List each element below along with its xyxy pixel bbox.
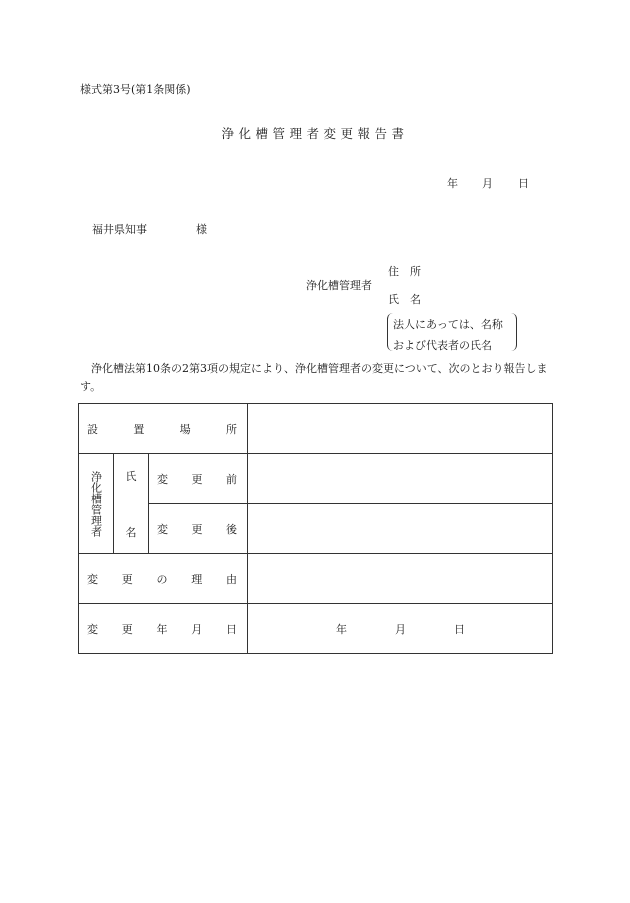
corporate-note-line1: 法人にあっては、名称 <box>393 318 503 331</box>
row-location <box>79 404 553 454</box>
addressee-honorific: 様 <box>196 223 207 236</box>
reason-char: 由 <box>226 572 237 586</box>
document-title: 浄化槽管理者変更報告書 <box>221 126 409 141</box>
before-label-cell <box>149 454 248 504</box>
reason-label-cell <box>79 554 248 604</box>
location-value-cell[interactable] <box>248 404 553 454</box>
change-date-label-cell <box>79 604 248 654</box>
after-label-cell <box>149 504 248 554</box>
change-date-char: 更 <box>121 622 133 636</box>
location-char: 置 <box>133 422 145 436</box>
change-date-year: 年 <box>336 622 347 636</box>
location-label-cell <box>79 404 248 454</box>
manager-vertical-label: 浄化槽管理者 <box>89 470 103 537</box>
reason-char: 更 <box>121 572 133 586</box>
row-manager-before <box>79 454 553 504</box>
after-char: 変 <box>157 522 168 536</box>
report-body-text: 浄化槽法第10条の2第3項の規定により、浄化槽管理者の変更について、次のとおり報告します。 <box>80 362 548 393</box>
change-date-char: 変 <box>87 622 98 636</box>
before-char: 前 <box>226 472 237 486</box>
location-char: 設 <box>87 422 98 436</box>
row-change-date <box>79 604 553 654</box>
change-date-month: 月 <box>395 622 406 636</box>
change-date-value-cell[interactable] <box>248 604 553 654</box>
after-value-cell[interactable] <box>248 504 553 554</box>
location-char: 所 <box>225 422 237 436</box>
name-label: 氏 名 <box>388 293 421 306</box>
row-reason <box>79 554 553 604</box>
change-date-char: 年 <box>156 622 168 636</box>
name-bottom-char: 名 <box>125 526 137 539</box>
manager-label-cell <box>79 454 114 554</box>
addressee-name: 福井県知事 <box>92 223 147 236</box>
row-manager-after <box>79 504 553 554</box>
date-day-label: 日 <box>518 177 529 190</box>
reason-value-cell[interactable] <box>248 554 553 604</box>
form-number: 様式第3号(第1条関係) <box>80 83 191 96</box>
date-month-label: 月 <box>482 177 493 190</box>
address-label: 住 所 <box>388 265 421 278</box>
reason-char: 理 <box>191 572 203 586</box>
date-year-label: 年 <box>447 177 458 190</box>
corporate-note-line2: および代表者の氏名 <box>393 339 492 352</box>
before-value-cell[interactable] <box>248 454 553 504</box>
reason-char: の <box>156 572 168 586</box>
before-char: 更 <box>191 472 203 486</box>
change-date-char: 日 <box>226 622 237 636</box>
after-char: 更 <box>191 522 203 536</box>
location-char: 場 <box>179 422 191 436</box>
report-table <box>78 403 553 654</box>
change-date-day: 日 <box>454 622 465 636</box>
reporter-role: 浄化槽管理者 <box>306 279 372 292</box>
after-char: 後 <box>226 522 237 536</box>
reason-char: 変 <box>87 572 98 586</box>
before-char: 変 <box>157 472 168 486</box>
name-top-char: 氏 <box>125 470 137 483</box>
name-label-cell <box>114 454 149 554</box>
change-date-char: 月 <box>191 622 203 636</box>
